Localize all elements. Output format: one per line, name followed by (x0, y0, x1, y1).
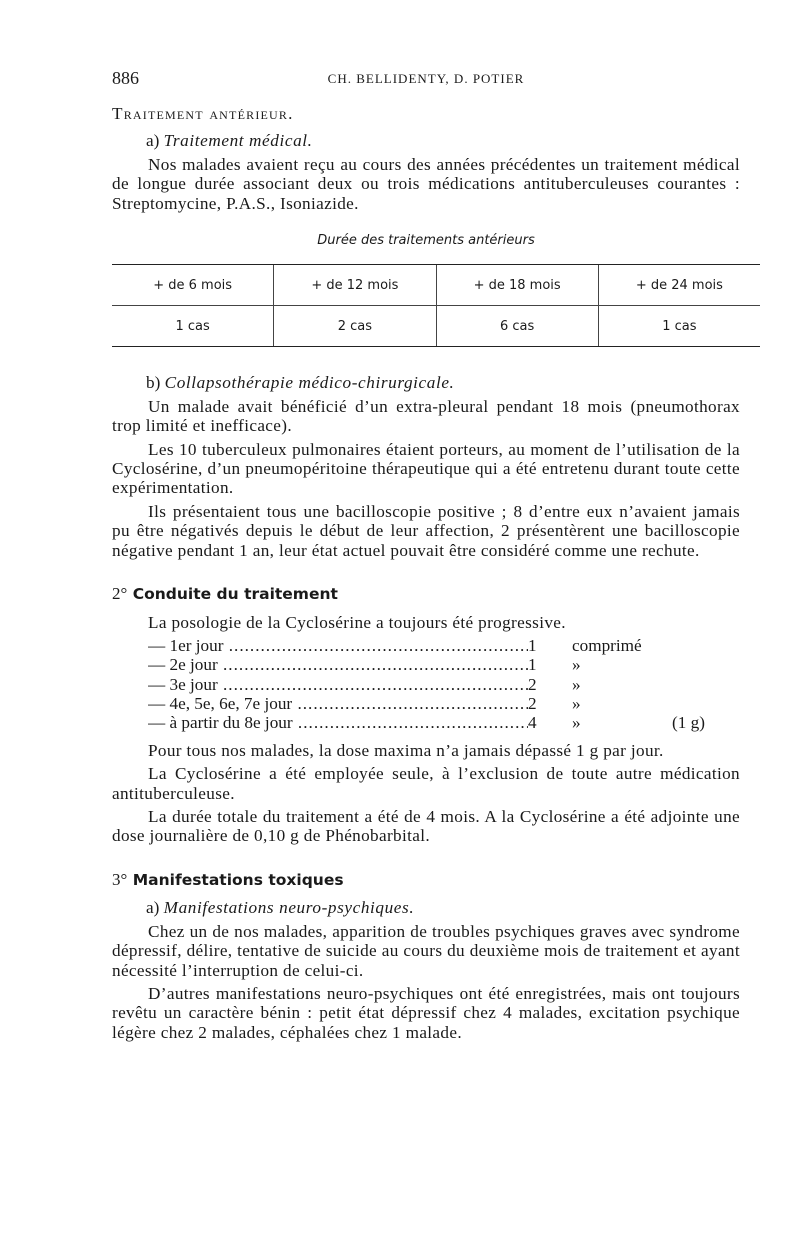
page-number: 886 (112, 68, 139, 88)
table-cell: 2 cas (274, 306, 436, 346)
dosage-day: — à partir du 8e jour ..... (148, 713, 528, 732)
dosage-row (148, 675, 740, 694)
table-header-row (112, 265, 760, 306)
section-heading-prior-treatment: Traitement antérieur. (112, 104, 294, 123)
dosage-schedule (148, 636, 740, 733)
paragraph: Un malade avait bénéficié d’un extra-pleural pendant 18 mois (pneumothorax trop limité et inefficace). (112, 396, 740, 436)
section-heading-treatment-conduct (112, 584, 740, 604)
dosage-day: — 1er jour ..... (148, 636, 528, 655)
subheading-collapsotherapy (112, 373, 740, 392)
dosage-day: — 4e, 5e, 6e, 7e jour ..... (148, 694, 528, 713)
section-title: Conduite du traitement (132, 585, 338, 604)
paragraph: Nos malades avaient reçu au cours des années précédentes un traitement médical de longue durée associant deux ou trois médications antituberculeuses courantes : Streptomycine, P.A.S., Isoniazide. (112, 154, 740, 213)
table-header-cell: + de 18 mois (437, 265, 599, 305)
dosage-row (148, 694, 740, 713)
subheading-medical-treatment (112, 131, 740, 150)
section-number: 2° (112, 584, 128, 604)
paragraph: La posologie de la Cyclosérine a toujours été progressive. (148, 612, 566, 632)
table-row (112, 306, 760, 346)
subheading-neuro-psychic (112, 898, 740, 917)
subheading-title: Collapsothérapie médico-chirurgicale. (164, 373, 455, 393)
table-header-cell: + de 6 mois (112, 265, 274, 305)
subheading-label: b) (146, 373, 161, 393)
subheading-label: a) (146, 898, 160, 918)
paragraph: D’autres manifestations neuro-psychiques ont été enregistrées, mais ont toujours revêtu un caractère bénin : petit état dépressif chez 4 malades, excitation psychique légère chez 2 malades, céphalées chez 1 malade. (112, 983, 740, 1042)
dosage-unit: » (572, 713, 581, 733)
dosage-unit: » (572, 674, 581, 694)
paragraph: Ils présentaient tous une bacilloscopie positive ; 8 d’entre eux n’avaient jamais pu être négativés depuis le début de leur affection, 2 présentèrent une bacilloscopie négative pendant 1 an, leur état actuel pouvait être considéré comme une rechute. (112, 501, 740, 560)
table-cell: 6 cas (437, 306, 599, 346)
dosage-unit: comprimé (572, 635, 642, 655)
table-cell: 1 cas (662, 318, 697, 334)
subheading-label: a) (146, 131, 160, 151)
body-text (112, 104, 740, 1046)
paragraph: Chez un de nos malades, apparition de troubles psychiques graves avec syndrome dépressif, délire, tentative de suicide au cours du deuxième mois de traitement et ayant nécessité l’interruption de celui-ci. (112, 921, 740, 980)
table-header-cell: + de 24 mois (635, 277, 723, 293)
table-header-cell: + de 12 mois (274, 265, 436, 305)
paragraph: Pour tous nos malades, la dose maxima n’a jamais dépassé 1 g par jour. (148, 740, 664, 760)
dosage-row (148, 655, 740, 674)
dosage-row (148, 713, 740, 732)
dosage-quantity: 4 (528, 713, 537, 733)
section-title: Manifestations toxiques (132, 870, 344, 889)
section-number: 3° (112, 869, 128, 889)
table (112, 264, 760, 347)
paragraph: La durée totale du traitement a été de 4 mois. A la Cyclosérine a été adjointe une dose journalière de 0,10 g de Phénobarbital. (112, 807, 740, 846)
paragraph: La Cyclosérine a été employée seule, à l’exclusion de toute autre médication antituberculeuse. (112, 764, 740, 803)
dosage-unit: » (572, 655, 581, 675)
dosage-unit: » (572, 694, 581, 714)
dosage-day: — 2e jour ..... (148, 655, 528, 674)
section-heading-toxic-manifestations (112, 870, 740, 890)
table-cell: 1 cas (112, 306, 274, 346)
paragraph: Les 10 tuberculeux pulmonaires étaient porteurs, au moment de l’utilisation de la Cyclosérine, d’un pneumopéritoine thérapeutique qui a été entretenu durant toute cette expérimentation. (112, 439, 740, 498)
subheading-title: Manifestations neuro-psychiques. (163, 898, 415, 918)
prior-treatment-table (112, 231, 740, 347)
authors: CH. BELLIDENTY, D. POTIER (327, 71, 525, 86)
subheading-title: Traitement médical. (163, 131, 313, 151)
dosage-quantity: 1 (528, 655, 537, 675)
dosage-quantity: 1 (528, 635, 537, 655)
dosage-day: — 3e jour ..... (148, 675, 528, 694)
running-head (112, 68, 740, 90)
dosage-row (148, 636, 740, 655)
table-caption: Durée des traitements antérieurs (317, 233, 535, 249)
dosage-quantity: 2 (528, 694, 537, 714)
dosage-quantity: 2 (528, 674, 537, 694)
dosage-extra: (1 g) (672, 713, 705, 733)
